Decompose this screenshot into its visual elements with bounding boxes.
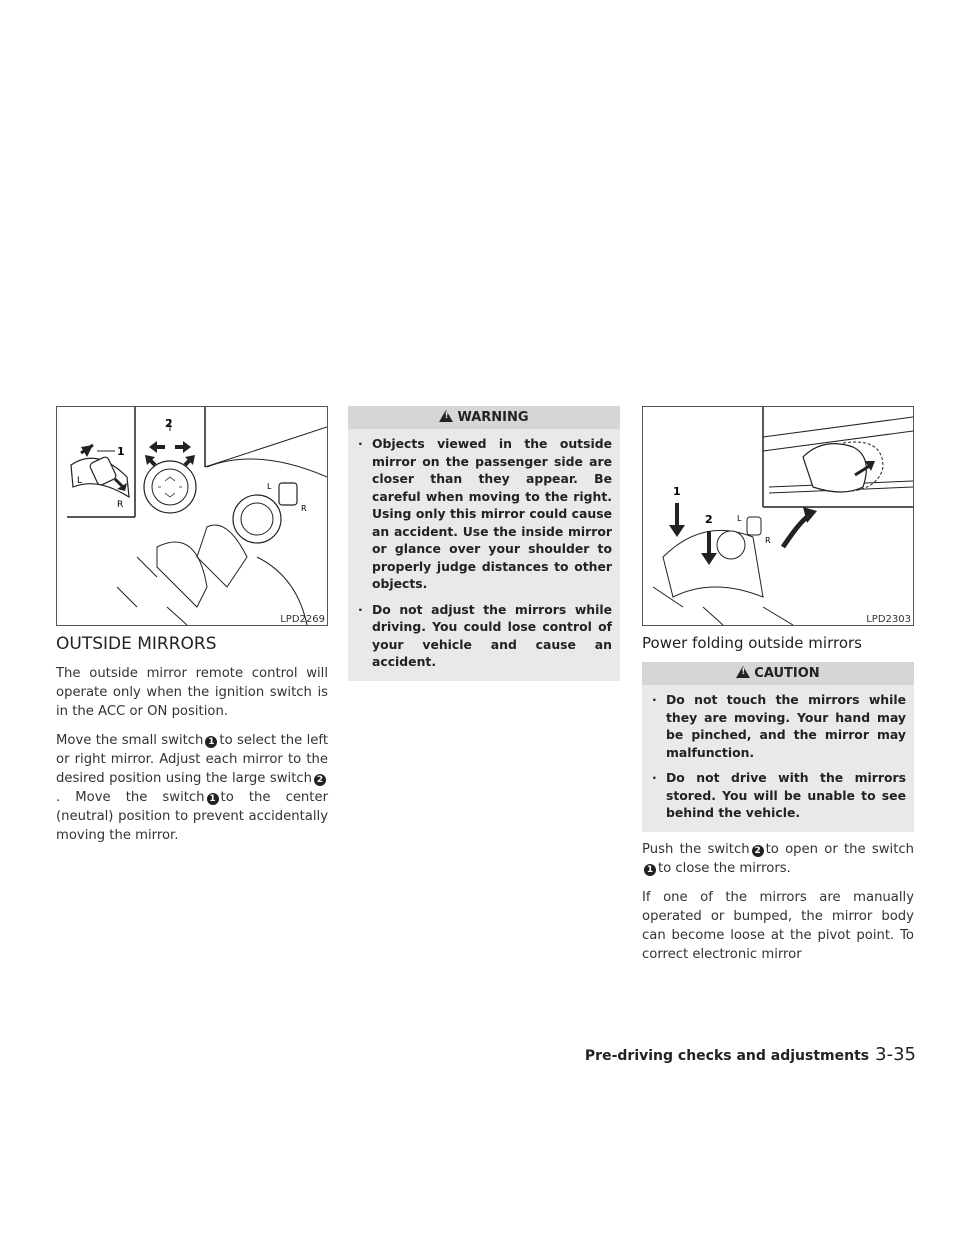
figure-label: LPD2303 (866, 614, 911, 625)
warning-item: · Objects viewed in the outside mirror on the passenger side are closer than they appear. Be careful when moving to the right. Using only this mirror could cause an accident. Use the inside mirror or glance over your shoulder to properly judge distances to other objects. (358, 436, 612, 591)
svg-text:1: 1 (117, 445, 125, 458)
paragraph: If one of the mirrors are manually operated or bumped, the mirror body can become loose at the pivot point. To correct electronic mirror (642, 889, 914, 962)
footer-section-title: Pre-driving checks and adjustments (584, 1048, 870, 1064)
paragraph: The outside mirror remote control will operate only when the ignition switch is in the ACC or ON position. (56, 666, 328, 719)
callout-2-icon: 2 (752, 845, 764, 857)
section-title: Power folding outside mirrors (642, 634, 862, 652)
svg-text:R: R (301, 504, 307, 513)
callout-1-icon: 1 (205, 736, 217, 748)
warning-item: · Do not adjust the mirrors while driving. You could lose control of your vehicle and cause an accident. (358, 601, 612, 669)
figure-mirror-switch (56, 406, 328, 626)
svg-text:R: R (765, 536, 771, 545)
warning-icon (439, 410, 453, 422)
svg-text:2: 2 (705, 513, 713, 526)
mirror-switch-illustration (57, 407, 327, 625)
section-outside-mirrors (56, 634, 328, 855)
caution-item: · Do not touch the mirrors while they are moving. Your hand may be pinched, and the mirror may malfunction. (652, 692, 906, 760)
figure-power-folding (642, 406, 914, 626)
section-title: OUTSIDE MIRRORS (56, 634, 217, 654)
caution-box (642, 662, 914, 832)
caution-heading: !CAUTION (642, 662, 914, 685)
warning-heading: !WARNING (348, 406, 620, 429)
paragraph: Move the small switch 1 to select the left or right mirror. Adjust each mirror to the desired position using the large switch 2. Move the switch 1 to the center (neutral) position to prevent accidentally moving the mirror. (56, 733, 328, 843)
callout-1-icon: 1 (207, 793, 219, 805)
callout-2-icon: 2 (314, 774, 326, 786)
figure-label: LPD2269 (280, 614, 325, 625)
svg-text:L: L (267, 482, 272, 491)
svg-text:L: L (77, 476, 83, 486)
svg-text:R: R (117, 500, 124, 510)
page-number: 3-35 (875, 1044, 916, 1065)
caution-icon (736, 666, 750, 678)
section-power-folding (642, 634, 914, 974)
svg-text:2: 2 (165, 417, 173, 430)
callout-1-icon: 1 (644, 864, 656, 876)
page-footer (585, 1044, 916, 1065)
caution-item: · Do not drive with the mirrors stored. You will be unable to see behind the vehicle. (652, 770, 906, 820)
power-folding-illustration (643, 407, 913, 625)
warning-box (348, 406, 620, 681)
svg-text:L: L (737, 514, 742, 523)
svg-text:1: 1 (673, 485, 681, 498)
paragraph: Push the switch 2 to open or the switch1 to close the mirrors. (642, 841, 914, 876)
